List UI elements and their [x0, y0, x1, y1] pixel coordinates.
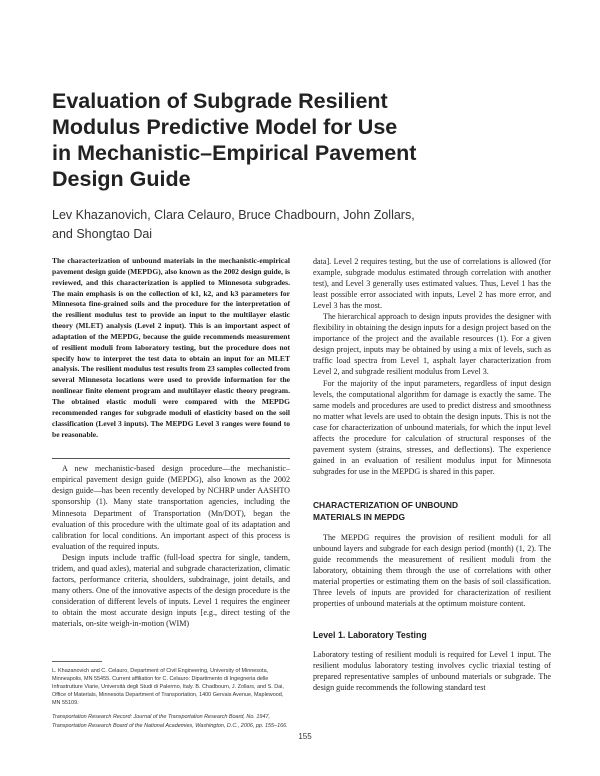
body-paragraph: Laboratory testing of resilient moduli is required for Level 1 input. The resilient modulus laboratory testing involves cyclic triaxial testing of prepared representative samples of unbound materials or subgrade. The design guide recommends the following standard test — [313, 650, 551, 693]
intro-body — [52, 463, 290, 629]
title-line: Evaluation of Subgrade Resilient — [52, 89, 388, 113]
title-line: Modulus Predictive Model for Use — [52, 115, 398, 139]
footnote-divider — [52, 661, 102, 662]
abstract — [52, 256, 290, 440]
author-list — [52, 206, 532, 244]
body-paragraph: Design inputs include traffic (full-load spectra for single, tandem, tridem, and quad axles), material and subgrade characterization, climatic factors, performance criteria, shoulders, subdrainage, joint details, and many others. One of the innovative aspects of the design procedure is the consideration of different levels of inputs. Level 1 requires the engineer to obtain the most accurate design inputs [e.g., direct testing of the materials, on-site weigh-in-motion (WIM) — [52, 552, 290, 628]
author-line: and Shongtao Dai — [52, 227, 153, 241]
abstract-text: The characterization of unbound materials in the mechanistic-empirical pavement design guide (MEPDG), also known as the 2002 design guide, is reviewed, and this characterization is applied to Minnesota subgrades. The main emphasis is on the collection of k1, k2, and k3 parameters for Minnesota fine-grained soils and the procedure for the interpretation of the resilient modulus test to provide an input to the multilayer elastic theory (MLET) analysis (Level 2 input). This is an important aspect of adaptation of the MEPDG, because the guide recommends measurement of resilient moduli from laboratory testing, but the procedure does not specify how to interpret the test data to obtain an input for an MLET analysis. The resilient modulus test results from 23 samples collected from several Minnesota locations were used to provide information for the nonlinear finite element program and multilayer elastic theory program. The obtained elastic moduli were compared with the MEPDG recommended ranges for subgrade moduli of elasticity based on the soil classification (Level 3 inputs). The MEPDG Level 3 ranges were found to be reasonable. — [52, 256, 290, 439]
section-heading-line: CHARACTERIZATION OF UNBOUND — [313, 499, 458, 510]
section-body — [313, 532, 551, 609]
subsection-body — [313, 649, 551, 693]
section-heading — [313, 499, 551, 523]
subsection-heading: Level 1. Laboratory Testing — [313, 630, 427, 641]
body-paragraph: The hierarchical approach to design inputs provides the designer with flexibility in obtaining the design inputs for a design project based on the importance of the project and the available resources (1). For a given design project, inputs may be obtained by using a mix of levels, such as traffic load spectra from Level 1, asphalt layer characterization from Level 2, and subgrade resilient modulus from Level 3. — [313, 312, 551, 377]
body-paragraph: data]. Level 2 requires testing, but the use of correlations is allowed (for example, subgrade modulus estimated through correlation with another test), and Level 3 generally uses estimated values. Thus, Level 1 has the least possible error associated with inputs, Level 2 has more error, and Level 3 has the most. — [313, 257, 551, 311]
body-paragraph: A new mechanistic-based design procedure—the mechanistic–empirical pavement design guide (MEPDG), also known as the 2002 design guide—has been recently developed by NCHRP under AASHTO sponsorship (1). Many state transportation agencies, including the Minnesota Department of Transportation (Mn/DOT), began the evaluation of this procedure with the ultimate goal of its adaptation and calibration for local conditions. An important aspect of this process is evaluation of the required inputs. — [52, 464, 290, 551]
journal-citation: Transportation Research Record: Journal of the Transportation Research Board, No. 1947, Transportation Research Board of the National Academies, Washington, D.C., 2006, pp. 155–166. — [52, 714, 288, 729]
title-line: Design Guide — [52, 167, 191, 191]
author-line: Lev Khazanovich, Clara Celauro, Bruce Chadbourn, John Zollars, — [52, 208, 415, 222]
left-column — [52, 256, 290, 629]
abstract-divider — [52, 458, 290, 459]
body-paragraph: The MEPDG requires the provision of resilient moduli for all unbound layers and subgrade for each design period (month) (1, 2). The guide recommends the measurement of resilient moduli from the laboratory, obtaining them through the use of correlations with other material properties or estimating them on the basis of soil classification. Three levels of inputs are provided for characterization of resilient properties of unbound materials at the optimum moisture content. — [313, 532, 551, 609]
right-body — [313, 256, 551, 477]
paper-title — [52, 88, 532, 192]
title-line: in Mechanistic–Empirical Pavement — [52, 141, 417, 165]
page-number: 155 — [298, 732, 312, 741]
section-heading-line: MATERIALS IN MEPDG — [313, 511, 405, 522]
footnote — [52, 661, 290, 730]
body-paragraph: For the majority of the input parameters, regardless of input design levels, the computational algorithm for damage is exactly the same. The same models and procedures are used to predict distress and smoothness no matter what levels are used to obtain the design inputs. This is not the case for characterization of unbound materials, for which the input level affects the procedure for calculation of structural responses of the pavement system (strains, stresses, and deflections). The experience gained in an evaluation of resilient modulus input for Minnesota subgrades for use in the MEPDG is shared in this paper. — [313, 378, 551, 476]
author-affiliations: L. Khazanovich and C. Celauro, Department of Civil Engineering, University of Minnesota, Minneapolis, MN 55455. Current affiliation for C. Celauro: Dipartimento di Ingegneria delle Infrastrutture Viarie, Università degli Studi di Palermo, Italy. B. Chadbourn, J. Zollars, and S. Dai, Office of Materials, Minnesota Department of Transportation, 1400 Gervais Avenue, Maplewood, MN 55109. — [52, 668, 284, 707]
right-column — [313, 256, 551, 693]
